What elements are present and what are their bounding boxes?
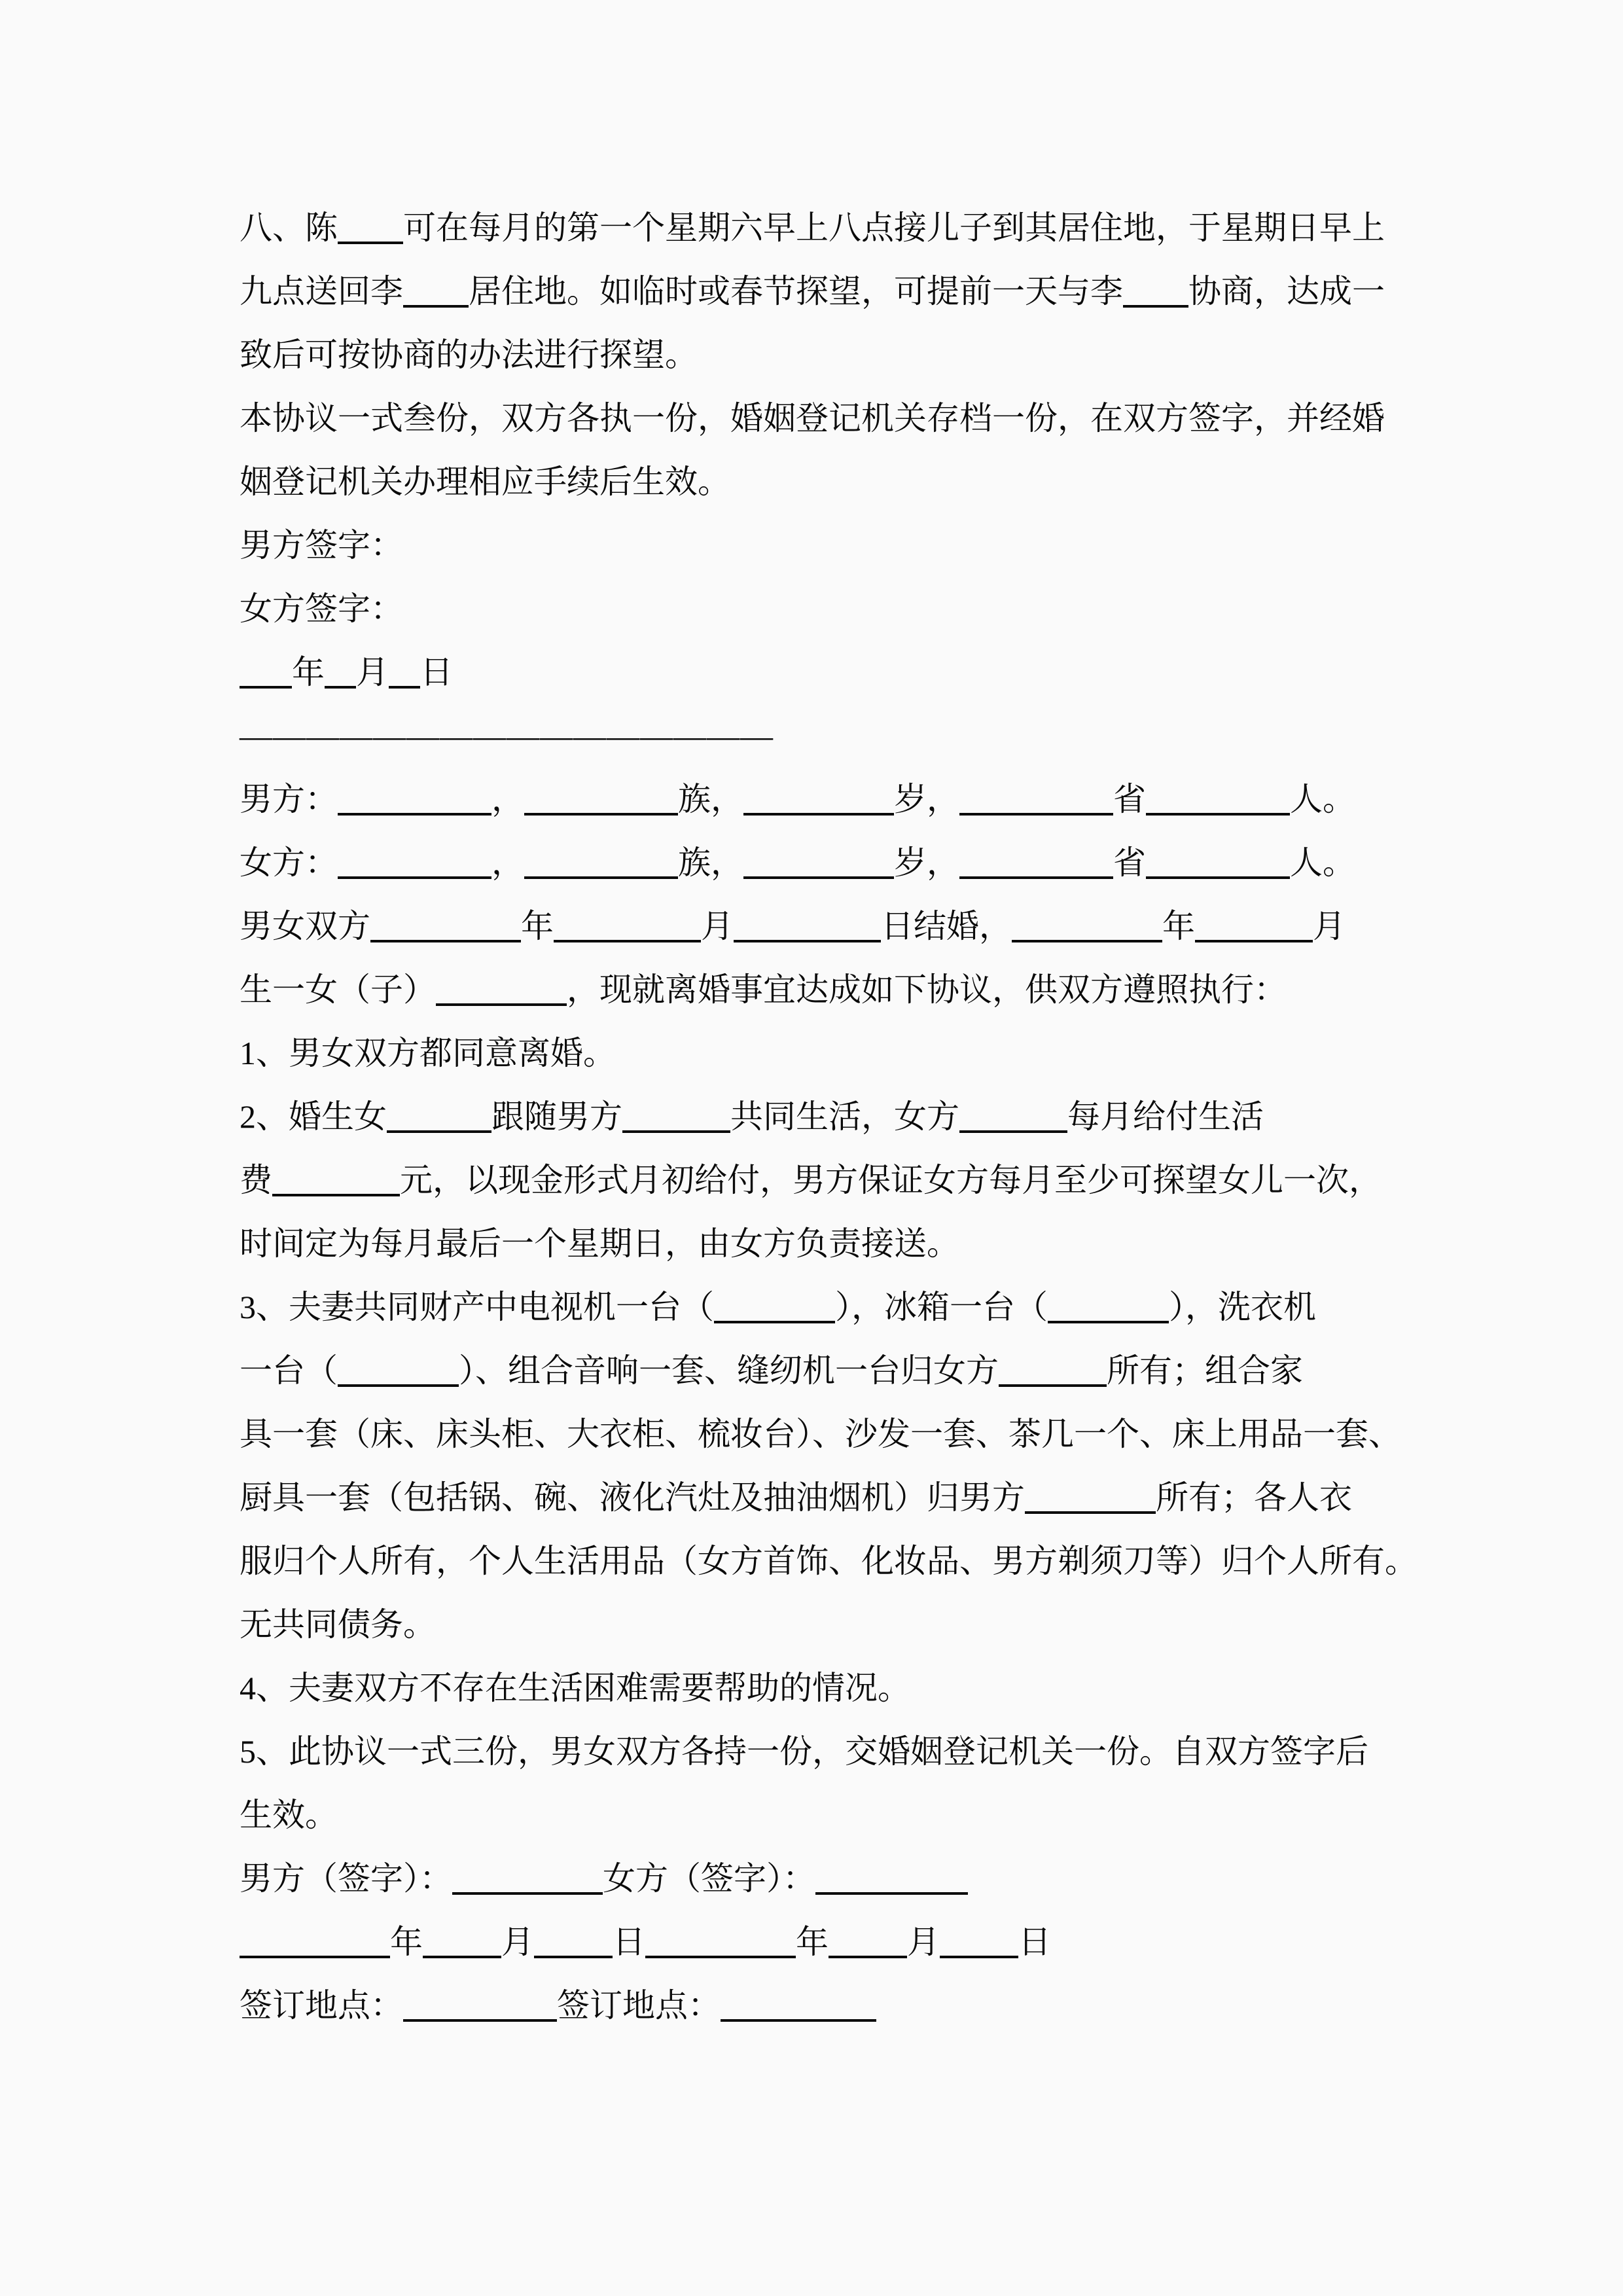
clause-2-line-3-text: 时间定为每月最后一个星期日，由女方负责接送。 <box>240 1225 959 1262</box>
clause-4-text: 4、夫妻双方不存在生活困难需要帮助的情况。 <box>240 1670 910 1706</box>
blank-field <box>1012 931 1162 942</box>
blank-field <box>403 2010 557 2022</box>
clause-2-line-1-text: 共同生活，女方 <box>730 1098 959 1135</box>
marriage-date-line-text: 男女双方 <box>240 908 370 944</box>
copies-clause-line-1 <box>240 387 1408 450</box>
blank-field <box>452 1883 603 1895</box>
blank-field <box>436 994 567 1006</box>
wife-info-line-text: 族， <box>678 844 743 881</box>
clause-8-line-2-text: 居住地。如临时或春节探望，可提前一天与李 <box>469 273 1123 310</box>
child-line-text: ，现就离婚事宜达成如下协议，供双方遵照执行： <box>567 971 1287 1008</box>
signature-row-text: 男方（签字）： <box>240 1860 452 1897</box>
clause-3-line-4-text: 厨具一套（包括锅、碗、液化汽灶及抽油烟机）归男方 <box>240 1479 1025 1516</box>
clause-2-line-2-text: 元，以现金形式月初给付，男方保证女方每月至少可探望女儿一次， <box>400 1162 1382 1198</box>
blank-field <box>743 867 894 879</box>
blank-field <box>999 1375 1107 1387</box>
clause-3-line-1-text: ），冰箱一台（ <box>835 1289 1048 1325</box>
clause-3-line-2-text: ）、组合音响一套、缝纫机一台归女方 <box>459 1352 999 1389</box>
clause-8-line-1-text: 可在每月的第一个星期六早上八点接儿子到其居住地，于星期日早上 <box>403 209 1385 246</box>
marriage-date-line-text: 月 <box>701 908 734 944</box>
date-blank-line <box>240 641 1408 704</box>
clause-3-line-6 <box>240 1593 1408 1657</box>
clause-1 <box>240 1022 1408 1085</box>
clause-3-line-1-text: 3、夫妻共同财产中电视机一台（ <box>240 1289 714 1325</box>
clause-8-line-2-text: 协商，达成一 <box>1188 273 1385 310</box>
child-line-text: 生一女（子） <box>240 971 436 1008</box>
blank-field <box>1146 867 1290 879</box>
copies-clause-line-2 <box>240 450 1408 514</box>
husband-info-line-text: 人。 <box>1290 781 1355 817</box>
signature-date-row-text: 年 <box>390 1924 423 1960</box>
wife-info-line <box>240 831 1408 895</box>
husband-info-line-text: 省 <box>1113 781 1146 817</box>
blank-field <box>1146 804 1290 816</box>
blank-field <box>645 1946 796 1958</box>
signature-date-row-text: 月 <box>907 1924 940 1960</box>
signature-date-row-text: 年 <box>796 1924 829 1960</box>
husband-info-line-text: ， <box>491 781 524 817</box>
blank-field <box>240 1946 390 1958</box>
clause-5-line-2 <box>240 1784 1408 1847</box>
wife-info-line-text: 女方： <box>240 844 338 881</box>
blank-field <box>389 677 420 689</box>
husband-info-line-text: 岁， <box>894 781 959 817</box>
clause-2-line-1 <box>240 1085 1408 1149</box>
clause-8-line-3 <box>240 323 1408 387</box>
copies-clause-line-1-text: 本协议一式叁份，双方各执一份，婚姻登记机关存档一份，在双方签字，并经婚 <box>240 400 1385 437</box>
blank-field <box>370 931 521 942</box>
wife-info-line-text: 省 <box>1113 844 1146 881</box>
husband-info-line-text: 男方： <box>240 781 338 817</box>
blank-field <box>734 931 881 942</box>
clause-8-line-2-text: 九点送回李 <box>240 273 403 310</box>
husband-info-line <box>240 768 1408 831</box>
clause-3-line-4 <box>240 1466 1408 1530</box>
clause-2-line-1-text: 2、婚生女 <box>240 1098 387 1135</box>
marriage-date-line-text: 年 <box>521 908 554 944</box>
signature-date-row-text: 月 <box>501 1924 534 1960</box>
clause-3-line-5 <box>240 1530 1418 1593</box>
clause-2-line-1-text: 每月给付生活 <box>1067 1098 1264 1135</box>
clause-8-line-2 <box>240 260 1408 323</box>
clause-2-line-1-text: 跟随男方 <box>491 1098 622 1135</box>
clause-8-line-3-text: 致后可按协商的办法进行探望。 <box>240 336 698 373</box>
blank-field <box>959 867 1113 879</box>
section-divider <box>240 704 1408 768</box>
clause-2-line-2 <box>240 1149 1408 1212</box>
blank-field <box>959 804 1113 816</box>
clause-2-line-3 <box>240 1212 1408 1276</box>
blank-field <box>1123 296 1188 308</box>
blank-field <box>940 1946 1018 1958</box>
clause-4 <box>240 1657 1408 1720</box>
husband-info-line-text: 族， <box>678 781 743 817</box>
signature-date-row-text: 日 <box>613 1924 645 1960</box>
signature-date-row <box>240 1910 1408 1974</box>
clause-5-line-1-text: 5、此协议一式三份，男女双方各持一份，交婚姻登记机关一份。自双方签字后 <box>240 1733 1368 1770</box>
clause-3-line-1-text: ），洗衣机 <box>1169 1289 1316 1325</box>
blank-field <box>622 1121 730 1133</box>
blank-field <box>423 1946 501 1958</box>
clause-3-line-6-text: 无共同债务。 <box>240 1606 436 1643</box>
wife-info-line-text: ， <box>491 844 524 881</box>
signing-place-row-text: 签订地点： <box>557 1987 721 2024</box>
clause-2-line-2-text: 费 <box>240 1162 272 1198</box>
blank-field <box>721 2010 876 2022</box>
blank-field <box>1025 1502 1156 1514</box>
signature-date-row-text: 日 <box>1018 1924 1051 1960</box>
clause-8-line-1-text: 八、陈 <box>240 209 338 246</box>
clause-3-line-5-text: 服归个人所有，个人生活用品（女方首饰、化妆品、男方剃须刀等）归个人所有。 <box>240 1543 1418 1579</box>
blank-field <box>524 804 678 816</box>
section-divider-text: ———————————————— <box>240 717 774 754</box>
blank-field <box>403 296 469 308</box>
blank-field <box>815 1883 968 1895</box>
blank-field <box>325 677 356 689</box>
wife-signature-label <box>240 577 1408 641</box>
blank-field <box>1195 931 1313 942</box>
date-blank-line-text: 月 <box>356 654 389 691</box>
date-blank-line-text: 年 <box>292 654 325 691</box>
blank-field <box>338 867 491 879</box>
clause-3-line-3 <box>240 1403 1408 1466</box>
blank-field <box>959 1121 1067 1133</box>
clause-8-line-1 <box>240 196 1408 260</box>
date-blank-line-text: 日 <box>420 654 453 691</box>
blank-field <box>1048 1312 1169 1323</box>
wife-signature-label-text: 女方签字： <box>240 590 403 627</box>
blank-field <box>272 1185 400 1196</box>
signature-row-text: 女方（签字）： <box>603 1860 815 1897</box>
copies-clause-line-2-text: 姻登记机关办理相应手续后生效。 <box>240 463 730 500</box>
marriage-date-line-text: 月 <box>1313 908 1346 944</box>
marriage-date-line <box>240 895 1408 958</box>
clause-5-line-2-text: 生效。 <box>240 1797 338 1833</box>
blank-field <box>743 804 894 816</box>
blank-field <box>714 1312 835 1323</box>
signing-place-row-text: 签订地点： <box>240 1987 403 2024</box>
wife-info-line-text: 人。 <box>1290 844 1355 881</box>
clause-5-line-1 <box>240 1720 1408 1784</box>
blank-field <box>524 867 678 879</box>
clause-3-line-3-text: 具一套（床、床头柜、大衣柜、梳妆台）、沙发一套、茶几一个、床上用品一套、 <box>240 1416 1401 1452</box>
blank-field <box>338 232 403 244</box>
clause-3-line-1 <box>240 1276 1408 1339</box>
child-line <box>240 958 1408 1022</box>
husband-signature-label <box>240 514 1408 577</box>
blank-field <box>554 931 701 942</box>
blank-field <box>387 1121 491 1133</box>
clause-3-line-2 <box>240 1339 1408 1403</box>
blank-field <box>829 1946 907 1958</box>
wife-info-line-text: 岁， <box>894 844 959 881</box>
blank-field <box>240 677 292 689</box>
blank-field <box>338 1375 459 1387</box>
blank-field <box>534 1946 613 1958</box>
clause-3-line-2-text: 所有；组合家 <box>1107 1352 1303 1389</box>
clause-1-text: 1、男女双方都同意离婚。 <box>240 1035 616 1071</box>
clause-3-line-2-text: 一台（ <box>240 1352 338 1389</box>
signature-row <box>240 1847 1408 1910</box>
marriage-date-line-text: 日结婚， <box>881 908 1012 944</box>
marriage-date-line-text: 年 <box>1162 908 1195 944</box>
clause-3-line-4-text: 所有；各人衣 <box>1156 1479 1352 1516</box>
blank-field <box>338 804 491 816</box>
husband-signature-label-text: 男方签字： <box>240 527 403 564</box>
signing-place-row <box>240 1974 1408 2037</box>
